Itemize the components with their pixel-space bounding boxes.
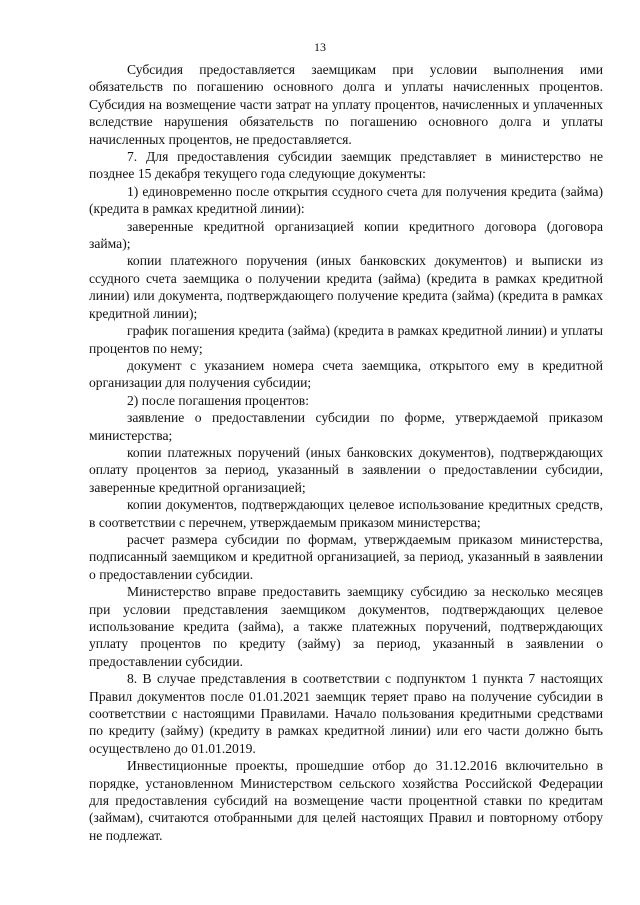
paragraph: график погашения кредита (займа) (кредита в рамках кредитной линии) и уплаты процентов по нему; [89, 323, 603, 356]
paragraph: 2) после погашения процентов: [127, 392, 309, 408]
paragraph: 8. В случае представления в соответствии с подпунктом 1 пункта 7 настоящих Правил документов после 01.01.2021 заемщик теряет право на получение субсидии в соответствии с настоящими Правилами. Начало пользования кредитными средствами по кредиту (займу) (кредиту в рамках кредитной линии) или его части должно быть осуществлено до 01.01.2019. [89, 671, 603, 756]
paragraph: Инвестиционные проекты, прошедшие отбор до 31.12.2016 включительно в порядке, установленном Министерством сельского хозяйства Российской Федерации для предоставления субсидий на возмещение части процентной ставки по кредитам (займам), считаются отобранными для целей настоящих Правил и повторному отбору не подлежат. [89, 758, 603, 843]
page-number: 13 [314, 40, 326, 54]
paragraph: Субсидия предоставляется заемщикам при условии выполнения ими обязательств по погашению основного долга и уплаты начисленных процентов. Субсидия на возмещение части затрат на уплату процентов, начисленных и уплаченных вследствие нарушения обязательств по погашению основного долга и уплаты начисленных процентов, не предоставляется. [89, 62, 603, 147]
paragraph: Министерство вправе предоставить заемщику субсидию за несколько месяцев при условии представления заемщиком документов, подтверждающих целевое использование кредита (займа), а также платежных поручений, подтверждающих уплату процентов по кредиту (займу) за период, указанный в заявлении о предоставлении субсидии. [89, 584, 603, 669]
paragraph: заверенные кредитной организацией копии кредитного договора (договора займа); [89, 218, 603, 252]
paragraph: заявление о предоставлении субсидии по форме, утверждаемой приказом министерства; [89, 410, 603, 443]
paragraph: копии документов, подтверждающих целевое использование кредитных средств, в соответствии с перечнем, утверждаемым приказом министерства; [89, 497, 603, 530]
document-body [89, 61, 603, 844]
paragraph: 1) единовременно после открытия ссудного счета для получения кредита (займа) (кредита в рамках кредитной линии): [89, 183, 603, 217]
paragraph: документ с указанием номера счета заемщика, открытого ему в кредитной организации для получения субсидии; [89, 357, 603, 391]
paragraph: копии платежного поручения (иных банковских документов) и выписки из ссудного счета заемщика о получении кредита (займа) (кредита в рамках кредитной линии) или документа, подтверждающего получение кредита (займа) (кредита в рамках кредитной линии); [89, 253, 603, 321]
paragraph: 7. Для предоставления субсидии заемщик представляет в министерство не позднее 15 декабря текущего года следующие документы: [89, 149, 603, 182]
paragraph: расчет размера субсидии по формам, утверждаемым приказом министерства, подписанный заемщиком и кредитной организацией, за период, указанный в заявлении о предоставлении субсидии. [89, 531, 603, 582]
paragraph: копии платежных поручений (иных банковских документов), подтверждающих оплату процентов за период, указанный в заявлении о предоставлении субсидии, заверенные кредитной организацией; [89, 444, 603, 495]
